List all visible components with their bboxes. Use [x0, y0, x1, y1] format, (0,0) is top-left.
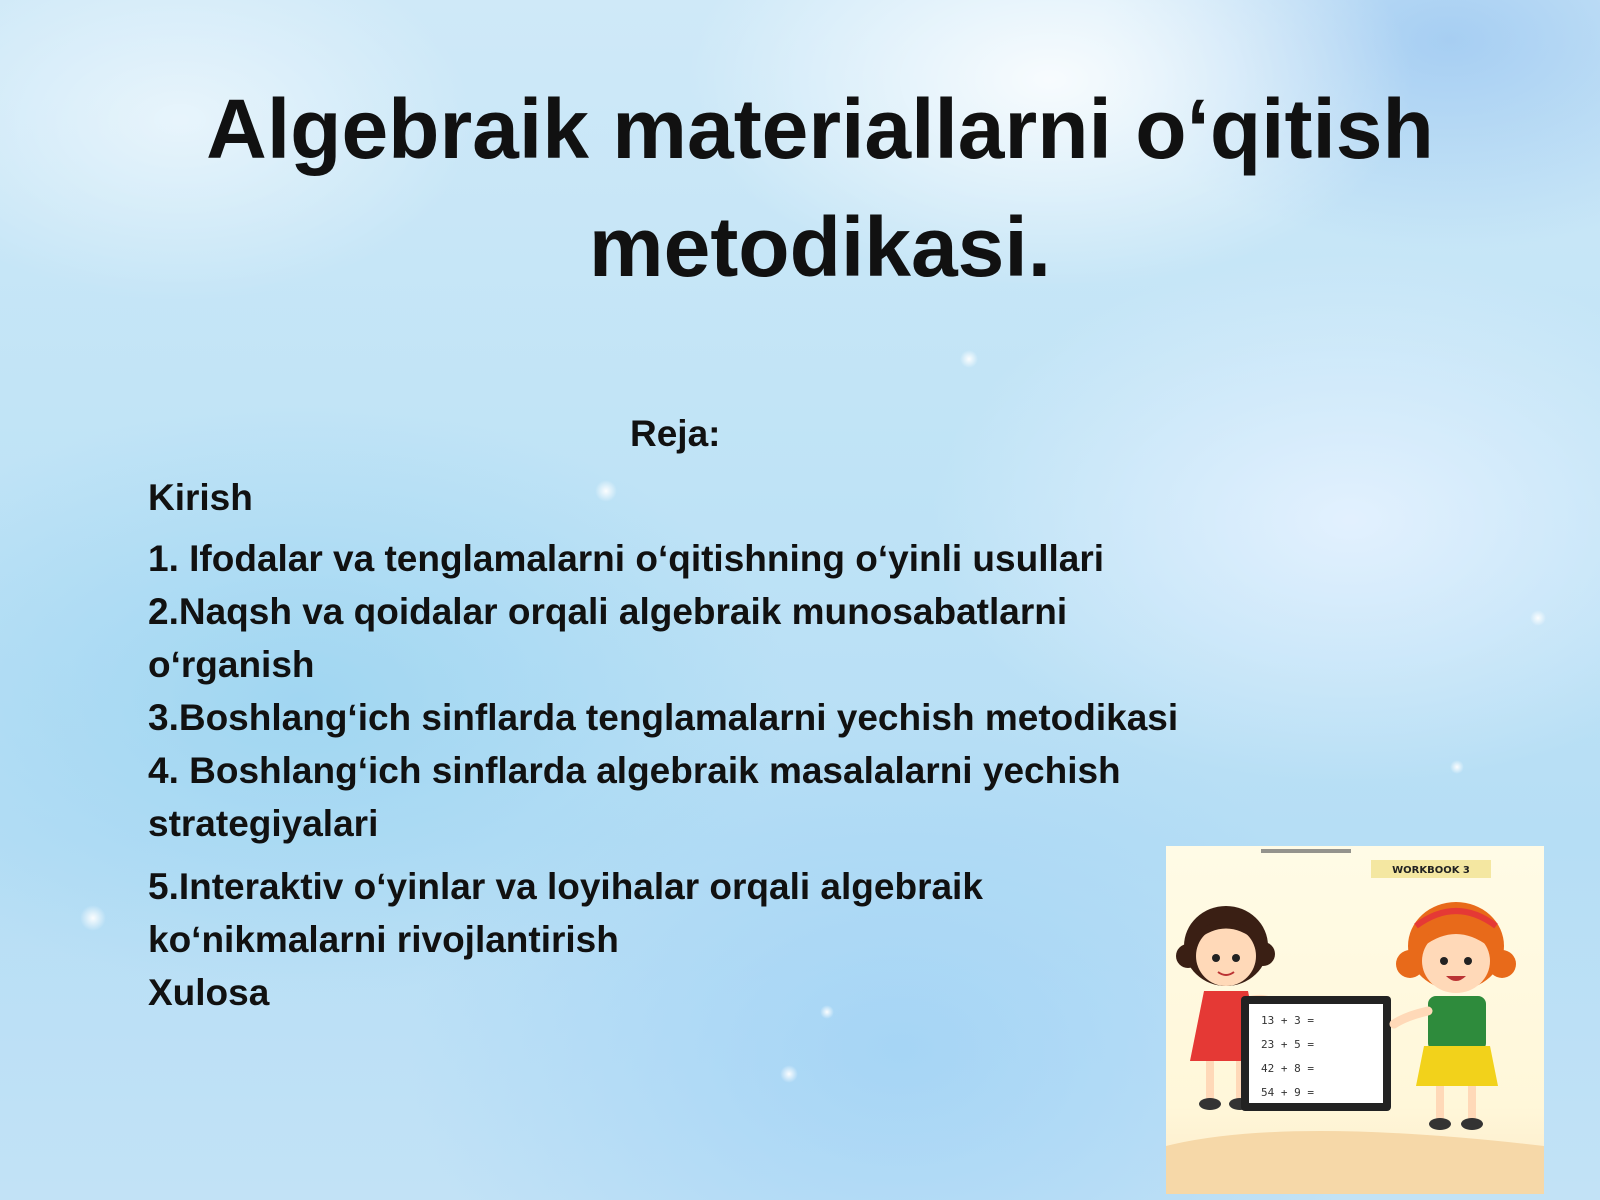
- board-row-4: 54 + 9 =: [1261, 1086, 1314, 1099]
- title-line-2: metodikasi.: [588, 200, 1052, 294]
- header-text-line: [1261, 849, 1351, 853]
- floor-shape: [1166, 1131, 1544, 1194]
- sparkle: [1450, 760, 1464, 774]
- plan-item-4: 4. Boshlang‘ich sinflarda algebraik masalalarni yechish: [148, 750, 1121, 791]
- plan-item-1: 1. Ifodalar va tenglamalarni o‘qitishning o‘yinli usullari: [148, 538, 1105, 579]
- plan-item-2: 2.Naqsh va qoidalar orqali algebraik munosabatlarni: [148, 591, 1068, 632]
- plan-item-4-cont: strategiyalari: [148, 803, 379, 844]
- plan-item-conclusion: Xulosa: [148, 972, 270, 1013]
- board-row-3: 42 + 8 =: [1261, 1062, 1314, 1075]
- sparkle: [1530, 610, 1546, 626]
- sparkle: [780, 1065, 798, 1083]
- plan-item-2-cont: o‘rganish: [148, 644, 315, 685]
- workbook-illustration: [1166, 846, 1544, 1194]
- plan-list: [148, 471, 1228, 1019]
- math-board: [1241, 996, 1391, 1111]
- board-row-1: 13 + 3 =: [1261, 1014, 1314, 1027]
- illustration-svg: [1166, 846, 1544, 1194]
- plan-item-3: 3.Boshlang‘ich sinflarda tenglamalarni yechish metodikasi: [148, 697, 1179, 738]
- title-line-1: Algebraik materiallarni o‘qitish: [206, 82, 1434, 176]
- slide-title: [120, 70, 1520, 306]
- girl-right: [1394, 902, 1516, 1130]
- sparkle: [960, 350, 978, 368]
- plan-item-5-cont: ko‘nikmalarni rivojlantirish: [148, 919, 619, 960]
- plan-item-intro: Kirish: [148, 477, 253, 518]
- plan-item-5: 5.Interaktiv o‘yinlar va loyihalar orqali algebraik: [148, 866, 983, 907]
- plan-heading: Reja:: [630, 413, 721, 454]
- board-row-2: 23 + 5 =: [1261, 1038, 1314, 1051]
- sparkle: [80, 905, 106, 931]
- workbook-badge-label: WORKBOOK 3: [1392, 865, 1470, 876]
